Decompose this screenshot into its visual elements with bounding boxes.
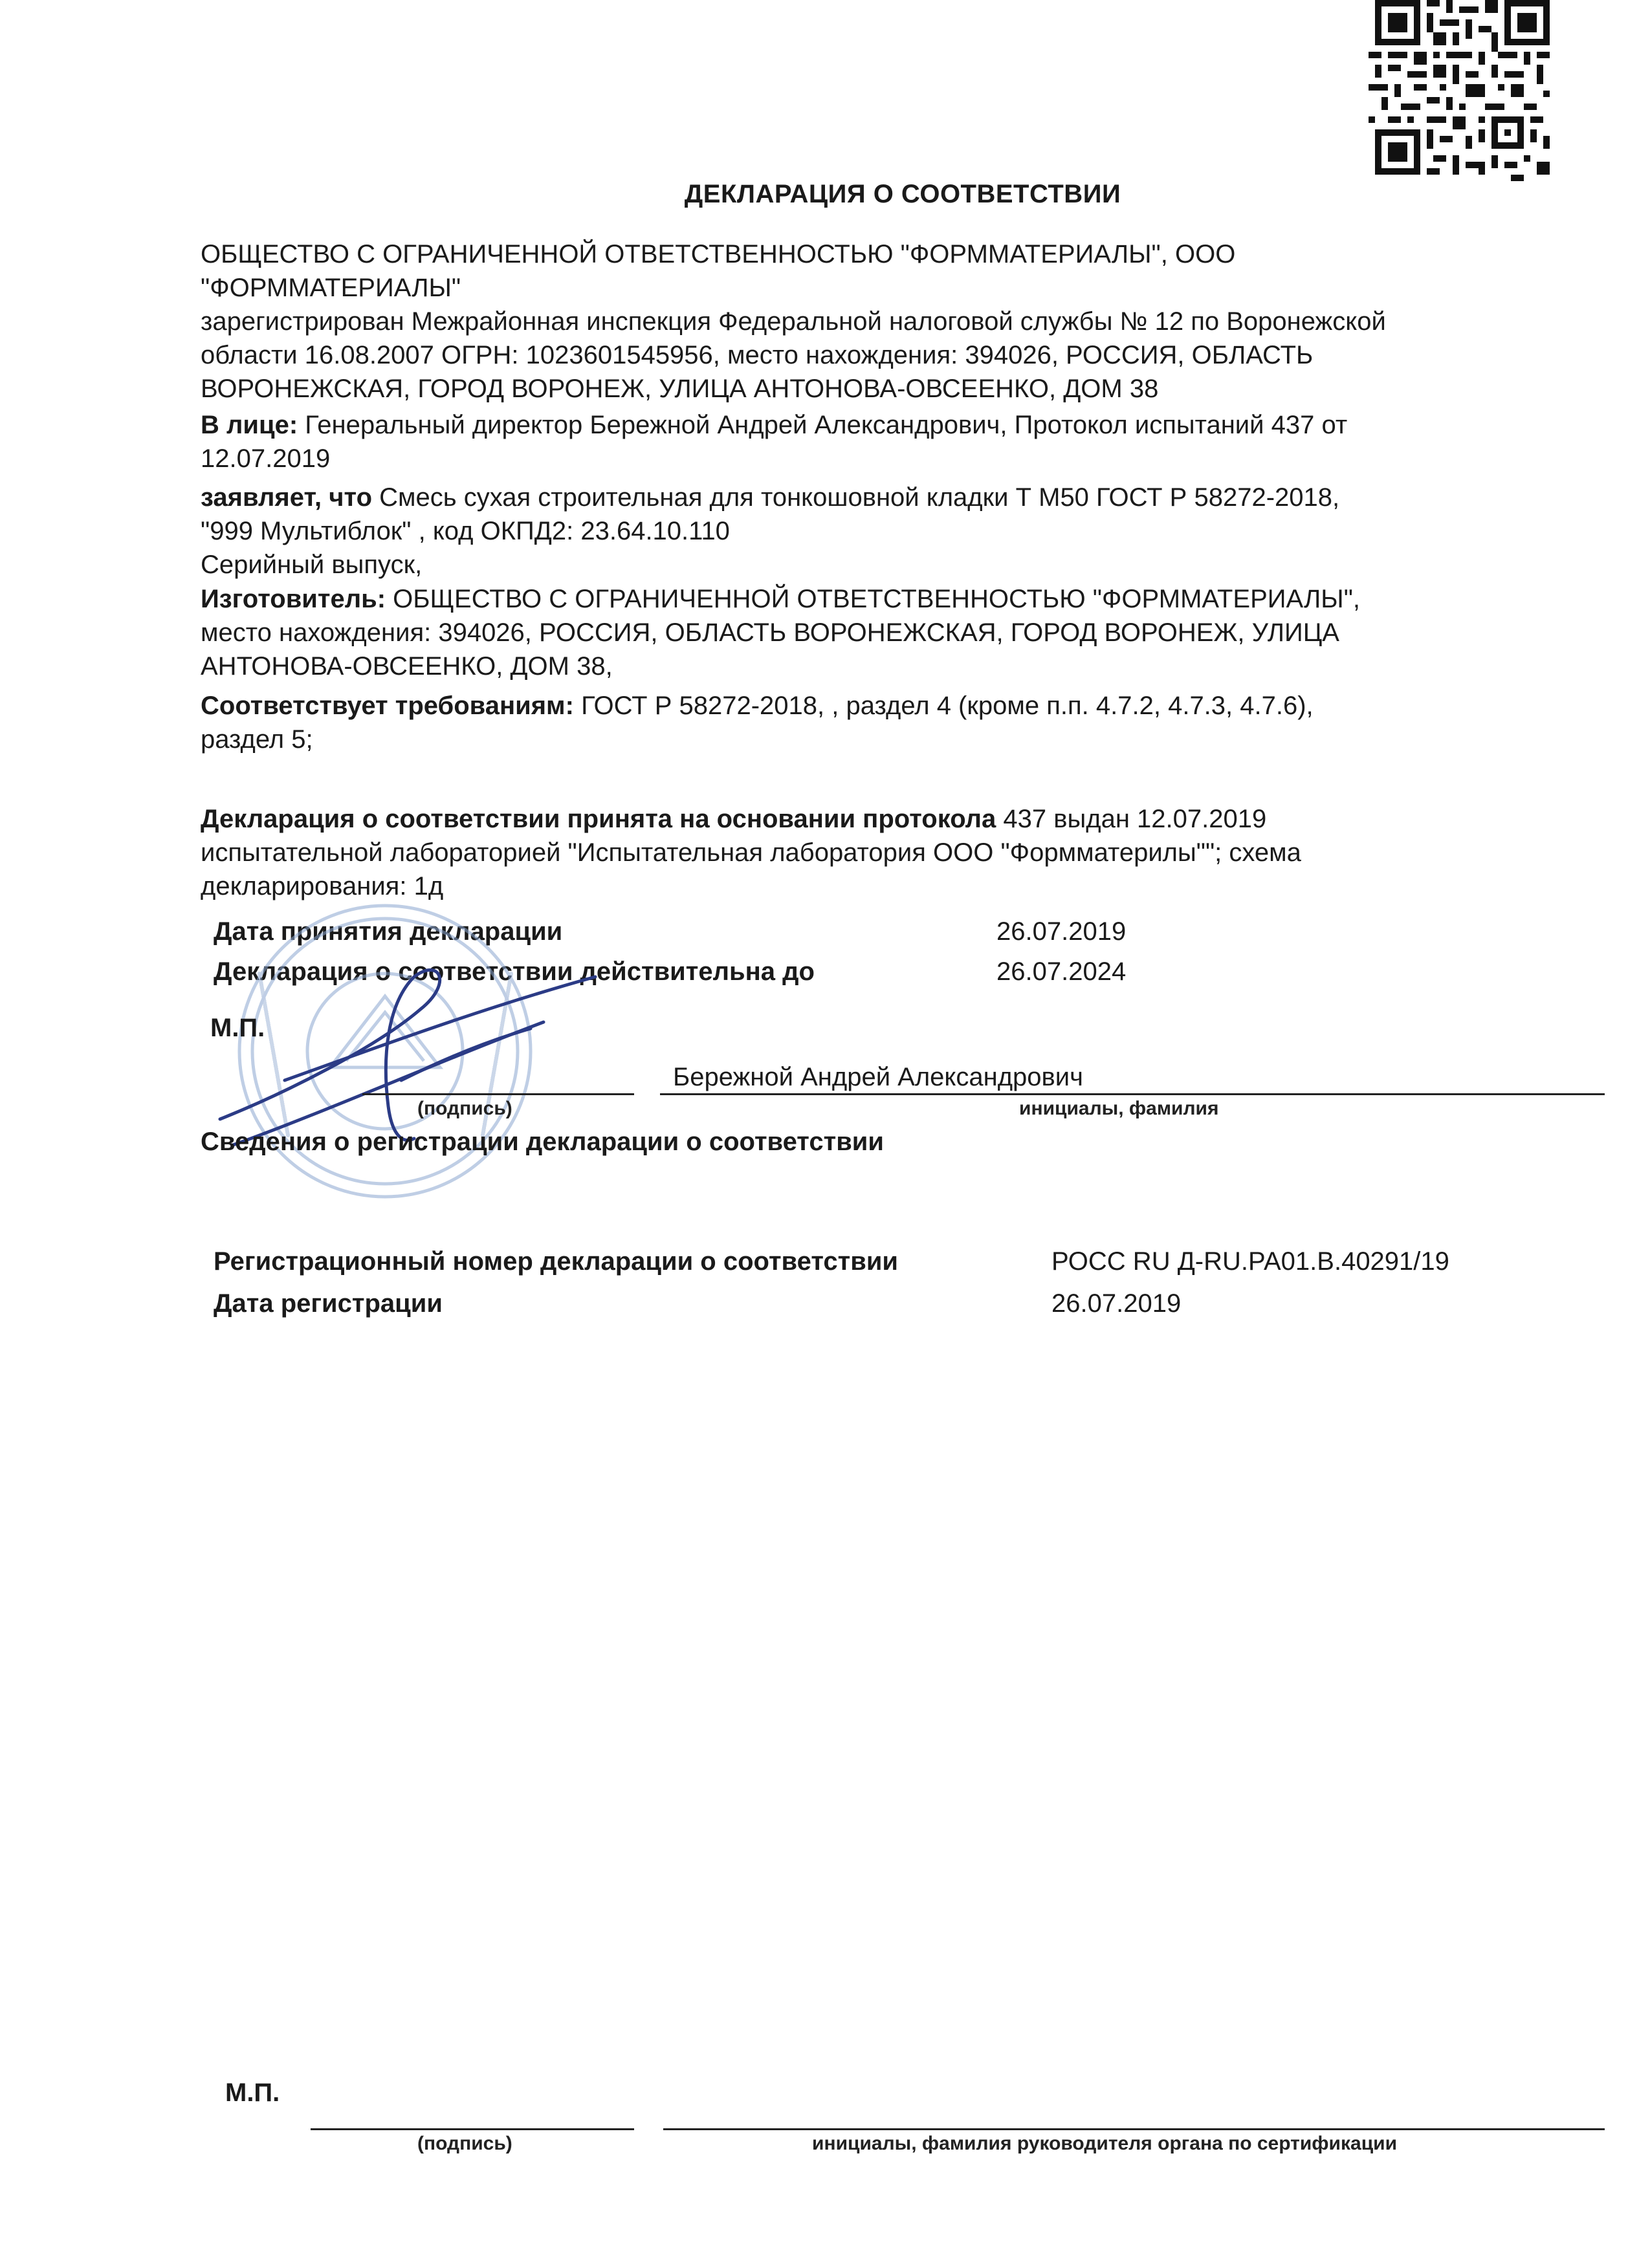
registration-date-label: Дата регистрации: [214, 1289, 443, 1318]
basis-block: [201, 802, 1592, 903]
footer-name-line: [663, 2128, 1605, 2130]
sign-caption: (подпись): [417, 1098, 512, 1119]
document-title: ДЕКЛАРАЦИЯ О СООТВЕТСТВИИ: [684, 180, 1121, 208]
registration-number-value: РОСС RU Д-RU.РА01.В.40291/19: [1051, 1247, 1449, 1276]
declares-text-line2: "999 Мультиблок" , код ОКПД2: 23.64.10.110: [201, 517, 730, 545]
signer-name: Бережной Андрей Александрович: [673, 1063, 1083, 1091]
conforms-text-line2: раздел 5;: [201, 725, 313, 754]
basis-text-line1: 437 выдан 12.07.2019: [996, 805, 1267, 833]
represented-block: [201, 408, 1592, 475]
serial-text: Серийный выпуск,: [201, 551, 423, 579]
valid-until-label: Декларация о соответствии действительна до: [214, 957, 815, 986]
registration-heading: Сведения о регистрации декларации о соответствии: [201, 1128, 884, 1156]
manufacturer-label: Изготовитель:: [201, 585, 386, 613]
manufacturer-text-line3: АНТОНОВА-ОВСЕЕНКО, ДОМ 38,: [201, 652, 613, 681]
declares-block: [201, 481, 1592, 582]
conforms-label: Соответствует требованиям:: [201, 692, 574, 720]
applicant-name-line1: ОБЩЕСТВО С ОГРАНИЧЕННОЙ ОТВЕТСТВЕННОСТЬЮ "ФОРММАТЕРИАЛЫ", ООО: [201, 240, 1236, 268]
represented-text-line1: Генеральный директор Бережной Андрей Александрович, Протокол испытаний 437 от: [298, 411, 1348, 439]
declares-text-line1: Смесь сухая строительная для тонкошовной кладки Т М50 ГОСТ Р 58272-2018,: [372, 483, 1340, 512]
manufacturer-text-line2: место нахождения: 394026, РОССИЯ, ОБЛАСТЬ ВОРОНЕЖСКАЯ, ГОРОД ВОРОНЕЖ, УЛИЦА: [201, 618, 1339, 647]
applicant-name-line2: "ФОРММАТЕРИАЛЫ": [201, 274, 461, 302]
accepted-date-value: 26.07.2019: [996, 917, 1127, 946]
declares-label: заявляет, что: [201, 483, 372, 512]
basis-label: Декларация о соответствии принята на основании протокола: [201, 805, 996, 833]
basis-text-line2: испытательной лабораторией "Испытательная лаборатория ООО "Формматерилы""; схема: [201, 838, 1301, 867]
represented-label: В лице:: [201, 411, 298, 439]
applicant-registered-line2: области 16.08.2007 ОГРН: 1023601545956, место нахождения: 394026, РОССИЯ, ОБЛАСТЬ: [201, 341, 1314, 369]
mp-label-declarant: М.П.: [210, 1014, 265, 1042]
registration-date-value: 26.07.2019: [1051, 1289, 1182, 1318]
applicant-registered-line1: зарегистрирован Межрайонная инспекция Федеральной налоговой службы № 12 по Воронежской: [201, 307, 1386, 336]
footer-name-caption: инициалы, фамилия руководителя органа по сертификации: [812, 2133, 1398, 2154]
applicant-block: [201, 237, 1592, 406]
signature-line: [362, 1093, 634, 1095]
accepted-date-label: Дата принятия декларации: [214, 917, 563, 946]
manufacturer-block: [201, 582, 1592, 683]
name-line: [660, 1093, 1605, 1095]
mp-label-certification: М.П.: [225, 2078, 280, 2107]
manufacturer-text-line1: ОБЩЕСТВО С ОГРАНИЧЕННОЙ ОТВЕТСТВЕННОСТЬЮ "ФОРММАТЕРИАЛЫ",: [386, 585, 1361, 613]
conforms-block: [201, 689, 1592, 756]
applicant-registered-line3: ВОРОНЕЖСКАЯ, ГОРОД ВОРОНЕЖ, УЛИЦА АНТОНОВА-ОВСЕЕНКО, ДОМ 38: [201, 375, 1159, 403]
qr-code-icon: [1369, 0, 1556, 181]
valid-until-value: 26.07.2024: [996, 957, 1127, 986]
footer-signature-line: [311, 2128, 634, 2130]
basis-text-line3: декларирования: 1д: [201, 872, 444, 900]
conforms-text-line1: ГОСТ Р 58272-2018, , раздел 4 (кроме п.п. 4.7.2, 4.7.3, 4.7.6),: [573, 692, 1314, 720]
registration-number-label: Регистрационный номер декларации о соответствии: [214, 1247, 899, 1276]
name-caption: инициалы, фамилия: [1019, 1098, 1219, 1119]
footer-sign-caption: (подпись): [417, 2133, 512, 2154]
represented-text-line2: 12.07.2019: [201, 444, 331, 473]
